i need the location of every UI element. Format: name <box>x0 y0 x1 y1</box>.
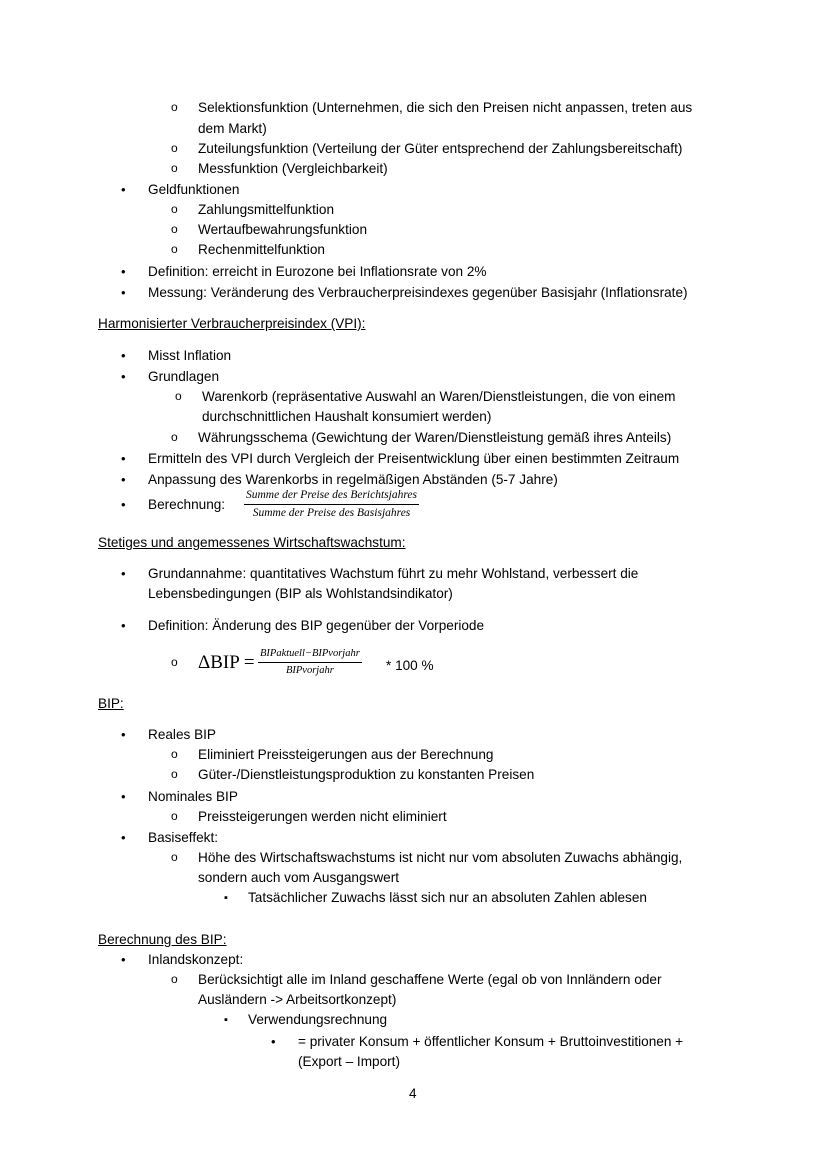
list-item: o Rechenmittelfunktion <box>198 240 325 260</box>
list-item: o Warenkorb (repräsentative Auswahl an Waren/Dienstleistungen, die von einem <box>202 387 676 407</box>
list-item-continuation: Ausländern -> Arbeitsortkonzept) <box>198 992 397 1007</box>
list-item-continuation: Lebensbedingungen (BIP als Wohlstandsindikator) <box>148 586 453 601</box>
list-item: o Zuteilungsfunktion (Verteilung der Güter entsprechend der Zahlungsbereitschaft) <box>198 139 682 159</box>
vpi-formula-numerator: Summe der Preise des Berichtsjahres <box>244 488 419 505</box>
list-item-continuation: dem Markt) <box>198 121 267 136</box>
list-item: o Messfunktion (Vergleichbarkeit) <box>198 159 388 179</box>
list-item: o Güter-/Dienstleistungsproduktion zu konstanten Preisen <box>198 765 534 785</box>
list-item: o Preissteigerungen werden nicht eliminiert <box>198 807 447 827</box>
page-number: 4 <box>409 1086 417 1101</box>
list-item: • Geldfunktionen <box>148 180 239 200</box>
list-item-continuation: (Export – Import) <box>298 1054 400 1069</box>
bip-formula <box>258 647 362 678</box>
list-item: • Definition: erreicht in Eurozone bei Inflationsrate von 2% <box>148 262 487 282</box>
list-item: o Wertaufbewahrungsfunktion <box>198 220 367 240</box>
list-item: • Nominales BIP <box>148 787 238 807</box>
section-heading-bip-calculation: Berechnung des BIP: <box>98 932 227 947</box>
list-item: • Misst Inflation <box>148 346 231 366</box>
list-item: • Reales BIP <box>148 725 216 745</box>
list-item: • = privater Konsum + öffentlicher Konsum + Bruttoinvestitionen + <box>298 1032 683 1052</box>
list-item: • Inlandskonzept: <box>148 950 243 970</box>
list-item: • Grundlagen <box>148 367 219 387</box>
list-item: o Selektionsfunktion (Unternehmen, die sich den Preisen nicht anpassen, treten aus <box>198 98 692 118</box>
list-item: • Grundannahme: quantitatives Wachstum führt zu mehr Wohlstand, verbessert die <box>148 564 638 584</box>
bip-formula-denominator: BIPvorjahr <box>285 665 334 676</box>
list-item: ▪ Verwendungsrechnung <box>248 1010 387 1030</box>
list-item: • Anpassung des Warenkorbs in regelmäßigen Abständen (5-7 Jahre) <box>148 470 558 490</box>
list-item: • Ermitteln des VPI durch Vergleich der Preisentwicklung über einen bestimmten Zeitraum <box>148 449 679 469</box>
list-item: o Höhe des Wirtschaftswachstums ist nicht nur vom absoluten Zuwachs abhängig, <box>198 848 682 868</box>
list-item: o Währungsschema (Gewichtung der Waren/Dienstleistung gemäß ihres Anteils) <box>198 428 671 448</box>
list-item: • Berechnung: <box>148 495 225 515</box>
section-heading-growth: Stetiges und angemessenes Wirtschaftswachstum: <box>98 535 406 550</box>
list-item: • Basiseffekt: <box>148 828 218 848</box>
list-item-continuation: durchschnittlichen Haushalt konsumiert werden) <box>202 409 492 424</box>
bip-formula-suffix: * 100 % <box>386 658 434 673</box>
vpi-formula-denominator: Summe der Preise des Basisjahres <box>252 507 411 519</box>
bip-formula-numerator: BIPaktuell−BIPvorjahr <box>258 647 362 663</box>
list-item: • Definition: Änderung des BIP gegenüber der Vorperiode <box>148 616 484 636</box>
section-heading-vpi: Harmonisierter Verbraucherpreisindex (VPI): <box>98 316 366 331</box>
section-heading-bip: BIP: <box>98 696 124 711</box>
list-item: o Berücksichtigt alle im Inland geschaffene Werte (egal ob von Innländern oder <box>198 970 661 990</box>
list-item: o Eliminiert Preissteigerungen aus der Berechnung <box>198 745 493 765</box>
list-item: o Zahlungsmittelfunktion <box>198 200 334 220</box>
vpi-formula <box>244 488 419 521</box>
list-item: • Messung: Veränderung des Verbraucherpreisindexes gegenüber Basisjahr (Inflationsrate) <box>148 283 688 303</box>
list-item: ▪ Tatsächlicher Zuwachs lässt sich nur an absoluten Zahlen ablesen <box>248 888 647 908</box>
bip-formula-lhs: o ΔBIP = <box>198 653 255 673</box>
list-item-continuation: sondern auch vom Ausgangswert <box>198 870 400 885</box>
